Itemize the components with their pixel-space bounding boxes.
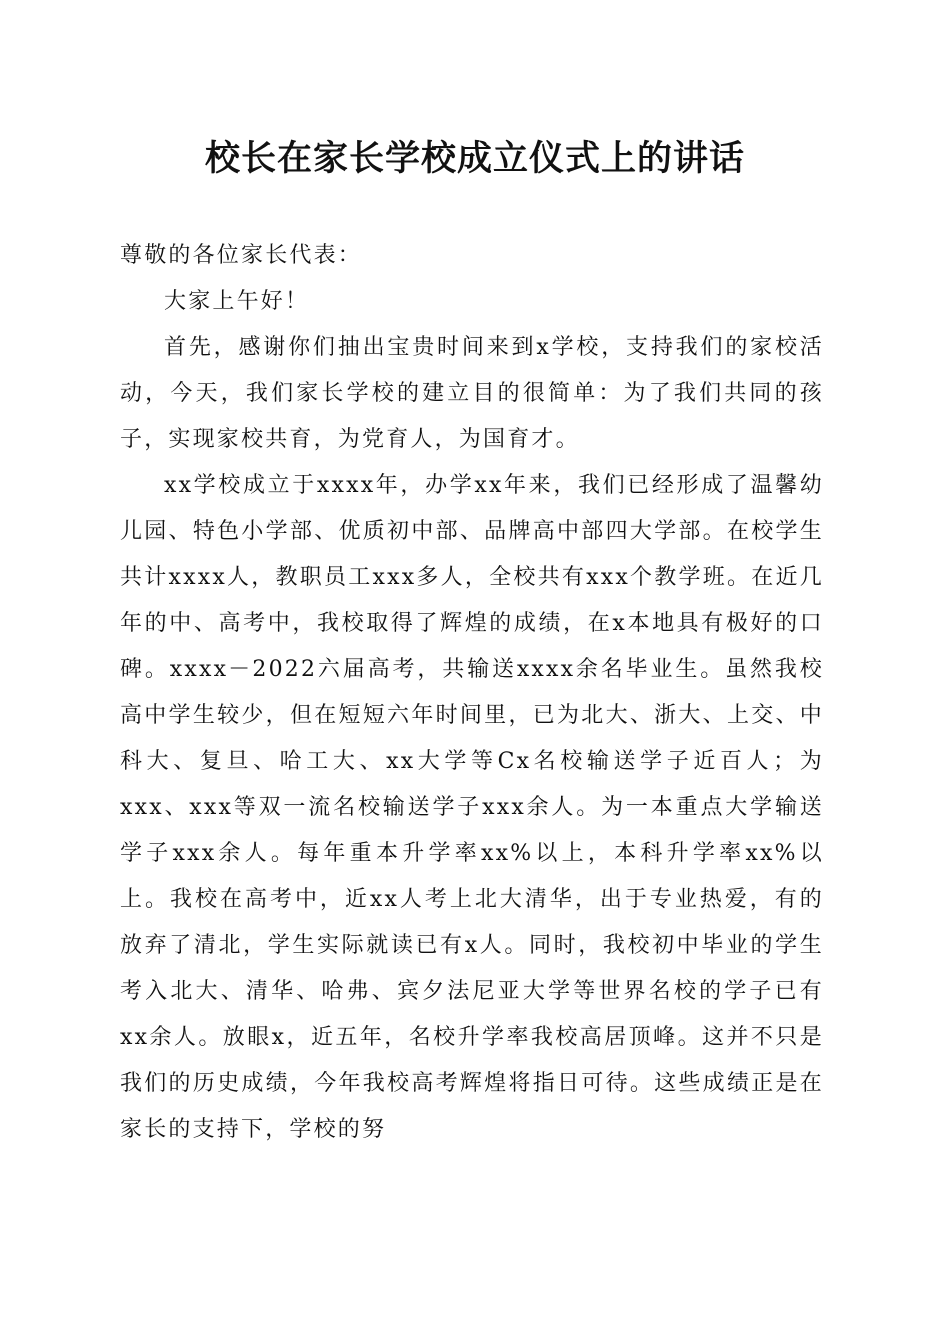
document-body bbox=[120, 233, 824, 1153]
salutation: 尊敬的各位家长代表： bbox=[120, 243, 363, 268]
thanks-paragraph: 首先，感谢你们抽出宝贵时间来到x学校，支持我们的家校活动，今天，我们家长学校的建立目的很简单：为了我们共同的孩子，实现家校共育，为党育人，为国育才。 bbox=[120, 335, 824, 452]
greeting-paragraph: 大家上午好！ bbox=[164, 289, 310, 314]
school-achievements-paragraph: xx学校成立于xxxx年，办学xx年来，我们已经形成了温馨幼儿园、特色小学部、优质初中部、品牌高中部四大学部。在校学生共计xxxx人，教职员工xxx多人，全校共有xxx个教学班。在近几年的中、高考中，我校取得了辉煌的成绩，在x本地具有极好的口碑。xxxx－2022六届高考，共输送xxxx余名毕业生。虽然我校高中学生较少，但在短短六年时间里，已为北大、浙大、上交、中科大、复旦、哈工大、xx大学等Cx名校输送学子近百人；为xxx、xxx等双一流名校输送学子xxx余人。为一本重点大学输送学子xxx余人。每年重本升学率xx%以上，本科升学率xx%以上。我校在高考中，近xx人考上北大清华，出于专业热爱，有的放弃了清北，学生实际就读已有x人。同时，我校初中毕业的学生考入北大、清华、哈弗、宾夕法尼亚大学等世界名校的学子已有xx余人。放眼x，近五年，名校升学率我校高居顶峰。这并不只是我们的历史成绩，今年我校高考辉煌将指日可待。这些成绩正是在家长的支持下，学校的努 bbox=[120, 473, 824, 1142]
document-title: 校长在家长学校成立仪式上的讲话 bbox=[204, 138, 745, 179]
